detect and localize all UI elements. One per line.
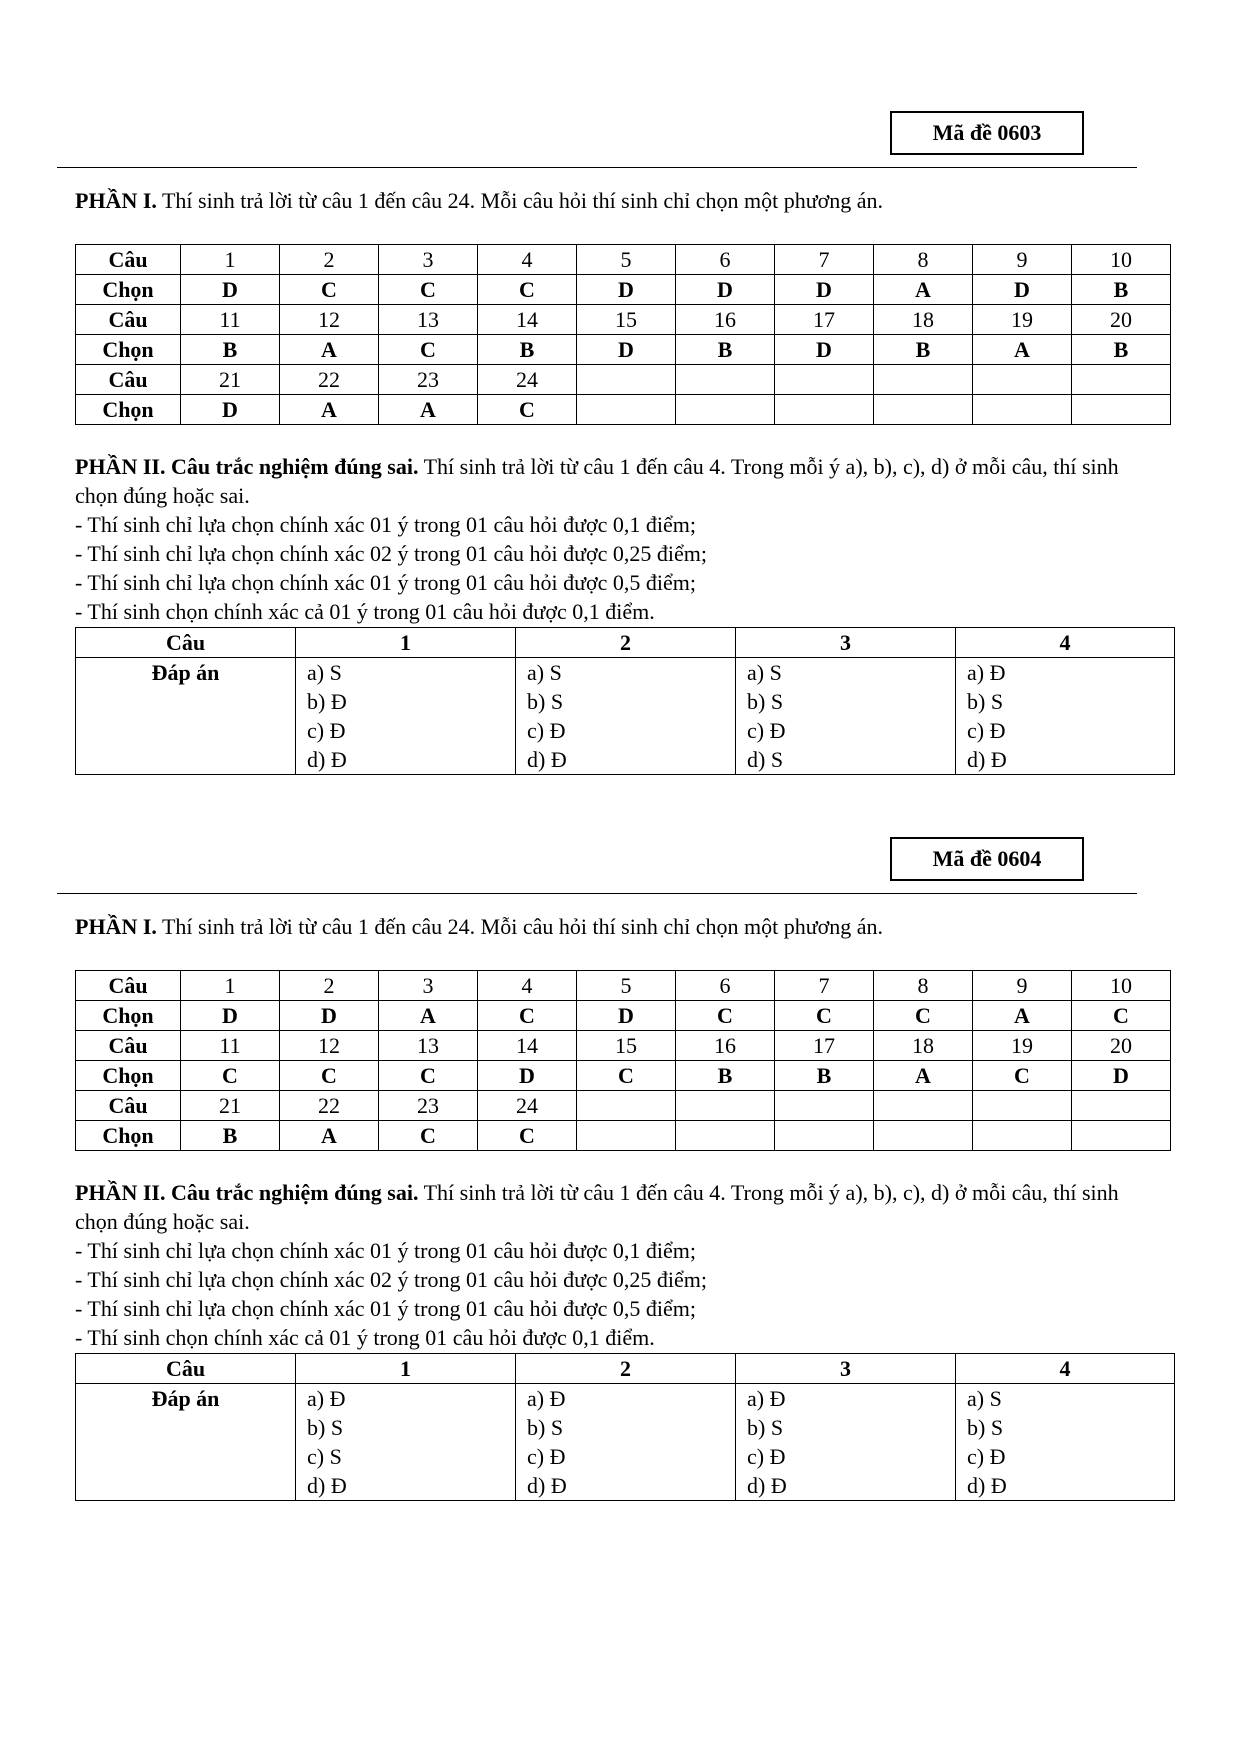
mc-question-row (76, 245, 1171, 275)
mc-answer-row (76, 275, 1171, 305)
tf-answer-item: c) Đ (967, 1444, 1006, 1469)
question-number: 20 (1072, 1031, 1171, 1061)
question-number: 7 (775, 971, 874, 1001)
mc-answer-row (76, 1061, 1171, 1091)
tf-answer-item: b) S (967, 689, 1004, 714)
question-row-label: Câu (76, 365, 181, 395)
tf-answer-item: d) Đ (967, 1473, 1007, 1498)
answer-choice: B (775, 1061, 874, 1091)
empty-cell (973, 1121, 1072, 1151)
question-number: 10 (1072, 245, 1171, 275)
answer-choice: C (577, 1061, 676, 1091)
part2-text: Thí sinh trả lời từ câu 1 đến câu 4. Trong mỗi ý a), b), c), d) ở mỗi câu, thí sinh chọn đúng hoặc sai. (75, 454, 1119, 508)
tf-question-number: 3 (736, 1354, 956, 1384)
question-number: 2 (280, 971, 379, 1001)
empty-cell (775, 365, 874, 395)
question-number: 15 (577, 305, 676, 335)
answer-choice: A (874, 275, 973, 305)
answer-choice: D (181, 395, 280, 425)
answer-choice: A (874, 1061, 973, 1091)
answer-choice: D (577, 1001, 676, 1031)
empty-cell (676, 365, 775, 395)
tf-question-number: 2 (516, 1354, 736, 1384)
tf-header-row (76, 628, 1175, 658)
part2-title: PHẦN II. Câu trắc nghiệm đúng sai. (75, 454, 419, 479)
question-number: 17 (775, 305, 874, 335)
tf-answer-item: d) Đ (307, 1473, 347, 1498)
empty-cell (874, 365, 973, 395)
answer-choice: C (874, 1001, 973, 1031)
tf-answer-item: c) Đ (307, 718, 346, 743)
tf-answer-item: d) Đ (527, 747, 567, 772)
answer-choice: A (379, 1001, 478, 1031)
question-number: 3 (379, 245, 478, 275)
tf-question-number: 2 (516, 628, 736, 658)
question-row-label: Câu (76, 305, 181, 335)
empty-cell (874, 1091, 973, 1121)
answer-choice: A (973, 335, 1072, 365)
question-number: 23 (379, 365, 478, 395)
question-number: 21 (181, 365, 280, 395)
question-number: 16 (676, 1031, 775, 1061)
tf-answer-item: b) Đ (307, 689, 347, 714)
part2-rule: - Thí sinh chỉ lựa chọn chính xác 01 ý trong 01 câu hỏi được 0,5 điểm; (75, 570, 697, 595)
tf-answer-item: c) Đ (967, 718, 1006, 743)
mc-question-row (76, 1031, 1171, 1061)
tf-answer-cell (736, 1384, 956, 1501)
part1-instructions (75, 186, 883, 216)
question-number: 16 (676, 305, 775, 335)
answer-choice: D (577, 335, 676, 365)
divider-line (57, 893, 1137, 894)
exam-code-box: Mã đề 0603 (890, 111, 1084, 155)
tf-answer-item: b) S (967, 1415, 1004, 1440)
tf-answer-item: a) S (747, 660, 782, 685)
answer-row-label: Chọn (76, 1121, 181, 1151)
answer-choice: C (379, 1121, 478, 1151)
tf-question-number: 1 (296, 628, 516, 658)
tf-answer-item: a) Đ (747, 1386, 786, 1411)
tf-question-number: 3 (736, 628, 956, 658)
mc-answer-row (76, 1001, 1171, 1031)
question-number: 14 (478, 1031, 577, 1061)
tf-answer-item: d) Đ (967, 747, 1007, 772)
tf-answer-item: c) Đ (747, 718, 786, 743)
answer-choice: B (1072, 275, 1171, 305)
part2-instructions (75, 452, 1145, 626)
answer-choice: D (478, 1061, 577, 1091)
tf-answer-item: d) Đ (527, 1473, 567, 1498)
answer-row-label: Chọn (76, 395, 181, 425)
empty-cell (577, 1121, 676, 1151)
question-number: 11 (181, 1031, 280, 1061)
answer-choice: A (379, 395, 478, 425)
answer-choice: B (478, 335, 577, 365)
answer-choice: B (181, 335, 280, 365)
answer-choice: D (676, 275, 775, 305)
empty-cell (1072, 395, 1171, 425)
part1-instructions (75, 912, 883, 942)
tf-answer-item: a) S (527, 660, 562, 685)
answer-row-label: Chọn (76, 1001, 181, 1031)
part1-answer-table (75, 970, 1171, 1151)
question-number: 5 (577, 971, 676, 1001)
empty-cell (577, 365, 676, 395)
empty-cell (1072, 365, 1171, 395)
question-number: 21 (181, 1091, 280, 1121)
tf-answer-item: c) S (307, 1444, 342, 1469)
question-number: 6 (676, 245, 775, 275)
answer-choice: D (775, 275, 874, 305)
empty-cell (973, 365, 1072, 395)
exam-section (0, 0, 1241, 772)
tf-answer-cell (956, 1384, 1175, 1501)
tf-header-label: Câu (76, 1354, 296, 1384)
empty-cell (874, 395, 973, 425)
answer-choice: D (1072, 1061, 1171, 1091)
empty-cell (973, 395, 1072, 425)
tf-answer-item: d) Đ (307, 747, 347, 772)
empty-cell (874, 1121, 973, 1151)
answer-row-label: Chọn (76, 275, 181, 305)
answer-choice: C (1072, 1001, 1171, 1031)
empty-cell (676, 1091, 775, 1121)
question-number: 10 (1072, 971, 1171, 1001)
tf-answer-label: Đáp án (76, 658, 296, 775)
question-number: 4 (478, 971, 577, 1001)
tf-answer-item: a) Đ (967, 660, 1006, 685)
tf-header-label: Câu (76, 628, 296, 658)
tf-answer-item: b) S (307, 1415, 344, 1440)
question-row-label: Câu (76, 1091, 181, 1121)
part2-rule: - Thí sinh chỉ lựa chọn chính xác 01 ý trong 01 câu hỏi được 0,5 điểm; (75, 1296, 697, 1321)
tf-answer-item: c) Đ (527, 1444, 566, 1469)
question-row-label: Câu (76, 1031, 181, 1061)
empty-cell (1072, 1091, 1171, 1121)
mc-answer-row (76, 395, 1171, 425)
tf-header-row (76, 1354, 1175, 1384)
answer-choice: C (379, 275, 478, 305)
tf-answer-item: b) S (527, 1415, 564, 1440)
part2-rule: - Thí sinh chỉ lựa chọn chính xác 01 ý trong 01 câu hỏi được 0,1 điểm; (75, 1238, 697, 1263)
question-number: 13 (379, 1031, 478, 1061)
answer-choice: D (280, 1001, 379, 1031)
empty-cell (577, 1091, 676, 1121)
question-number: 19 (973, 305, 1072, 335)
question-number: 3 (379, 971, 478, 1001)
tf-question-number: 4 (956, 1354, 1175, 1384)
tf-answer-item: a) S (967, 1386, 1002, 1411)
answer-choice: C (478, 395, 577, 425)
answer-choice: B (874, 335, 973, 365)
tf-answer-item: d) S (747, 747, 784, 772)
question-number: 19 (973, 1031, 1072, 1061)
empty-cell (676, 395, 775, 425)
question-number: 2 (280, 245, 379, 275)
part1-title: PHẦN I. (75, 188, 157, 213)
mc-answer-row (76, 1121, 1171, 1151)
part2-title: PHẦN II. Câu trắc nghiệm đúng sai. (75, 1180, 419, 1205)
mc-question-row (76, 305, 1171, 335)
empty-cell (1072, 1121, 1171, 1151)
question-number: 8 (874, 245, 973, 275)
answer-choice: A (280, 1121, 379, 1151)
mc-question-row (76, 365, 1171, 395)
answer-choice: B (1072, 335, 1171, 365)
answer-choice: C (775, 1001, 874, 1031)
question-number: 15 (577, 1031, 676, 1061)
part1-text: Thí sinh trả lời từ câu 1 đến câu 24. Mỗi câu hỏi thí sinh chỉ chọn một phương án. (156, 188, 884, 213)
part2-rule: - Thí sinh chỉ lựa chọn chính xác 01 ý trong 01 câu hỏi được 0,1 điểm; (75, 512, 697, 537)
answer-choice: B (676, 1061, 775, 1091)
empty-cell (676, 1121, 775, 1151)
part1-answer-table (75, 244, 1171, 425)
question-number: 22 (280, 365, 379, 395)
answer-choice: C (280, 1061, 379, 1091)
part2-instructions (75, 1178, 1145, 1352)
mc-answer-row (76, 335, 1171, 365)
answer-choice: C (181, 1061, 280, 1091)
answer-choice: A (280, 335, 379, 365)
answer-choice: D (577, 275, 676, 305)
question-number: 24 (478, 365, 577, 395)
answer-row-label: Chọn (76, 1061, 181, 1091)
part2-rule: - Thí sinh chọn chính xác cả 01 ý trong 01 câu hỏi được 0,1 điểm. (75, 1325, 655, 1350)
empty-cell (775, 1121, 874, 1151)
answer-choice: C (379, 335, 478, 365)
question-number: 13 (379, 305, 478, 335)
tf-answer-label: Đáp án (76, 1384, 296, 1501)
part2-rule: - Thí sinh chỉ lựa chọn chính xác 02 ý trong 01 câu hỏi được 0,25 điểm; (75, 541, 708, 566)
part1-title: PHẦN I. (75, 914, 157, 939)
question-number: 4 (478, 245, 577, 275)
question-number: 24 (478, 1091, 577, 1121)
question-number: 12 (280, 305, 379, 335)
empty-cell (973, 1091, 1072, 1121)
tf-answer-item: b) S (527, 689, 564, 714)
question-number: 5 (577, 245, 676, 275)
tf-answer-item: c) Đ (527, 718, 566, 743)
question-number: 6 (676, 971, 775, 1001)
answer-choice: C (478, 1121, 577, 1151)
tf-answer-cell (296, 1384, 516, 1501)
tf-answer-item: a) Đ (307, 1386, 346, 1411)
answer-choice: C (478, 1001, 577, 1031)
tf-answer-item: b) S (747, 1415, 784, 1440)
tf-answer-item: c) Đ (747, 1444, 786, 1469)
answer-choice: B (676, 335, 775, 365)
part2-rule: - Thí sinh chỉ lựa chọn chính xác 02 ý trong 01 câu hỏi được 0,25 điểm; (75, 1267, 708, 1292)
question-number: 22 (280, 1091, 379, 1121)
answer-choice: D (973, 275, 1072, 305)
tf-answer-cell (516, 1384, 736, 1501)
answer-choice: B (181, 1121, 280, 1151)
mc-question-row (76, 1091, 1171, 1121)
answer-choice: C (973, 1061, 1072, 1091)
answer-choice: A (280, 395, 379, 425)
question-number: 18 (874, 305, 973, 335)
answer-choice: D (775, 335, 874, 365)
part2-answer-table (75, 1353, 1175, 1501)
question-row-label: Câu (76, 971, 181, 1001)
part2-text: Thí sinh trả lời từ câu 1 đến câu 4. Trong mỗi ý a), b), c), d) ở mỗi câu, thí sinh chọn đúng hoặc sai. (75, 1180, 1119, 1234)
question-number: 17 (775, 1031, 874, 1061)
question-number: 20 (1072, 305, 1171, 335)
tf-answer-row (76, 1384, 1175, 1501)
exam-code-box: Mã đề 0604 (890, 837, 1084, 881)
question-number: 12 (280, 1031, 379, 1061)
empty-cell (577, 395, 676, 425)
question-number: 9 (973, 245, 1072, 275)
question-number: 11 (181, 305, 280, 335)
part2-rule: - Thí sinh chọn chính xác cả 01 ý trong 01 câu hỏi được 0,1 điểm. (75, 599, 655, 624)
part1-text: Thí sinh trả lời từ câu 1 đến câu 24. Mỗi câu hỏi thí sinh chỉ chọn một phương án. (156, 914, 884, 939)
question-number: 1 (181, 971, 280, 1001)
question-number: 9 (973, 971, 1072, 1001)
question-number: 23 (379, 1091, 478, 1121)
mc-question-row (76, 971, 1171, 1001)
answer-choice: C (676, 1001, 775, 1031)
answer-choice: C (379, 1061, 478, 1091)
tf-answer-item: a) Đ (527, 1386, 566, 1411)
tf-question-number: 1 (296, 1354, 516, 1384)
tf-question-number: 4 (956, 628, 1175, 658)
exam-section (0, 726, 1241, 1498)
answer-choice: A (973, 1001, 1072, 1031)
question-number: 18 (874, 1031, 973, 1061)
question-number: 14 (478, 305, 577, 335)
tf-answer-item: b) S (747, 689, 784, 714)
question-number: 8 (874, 971, 973, 1001)
answer-choice: D (181, 1001, 280, 1031)
answer-row-label: Chọn (76, 335, 181, 365)
empty-cell (775, 395, 874, 425)
tf-answer-item: d) Đ (747, 1473, 787, 1498)
question-row-label: Câu (76, 245, 181, 275)
question-number: 7 (775, 245, 874, 275)
divider-line (57, 167, 1137, 168)
tf-answer-item: a) S (307, 660, 342, 685)
answer-choice: C (478, 275, 577, 305)
answer-choice: D (181, 275, 280, 305)
question-number: 1 (181, 245, 280, 275)
answer-choice: C (280, 275, 379, 305)
empty-cell (775, 1091, 874, 1121)
